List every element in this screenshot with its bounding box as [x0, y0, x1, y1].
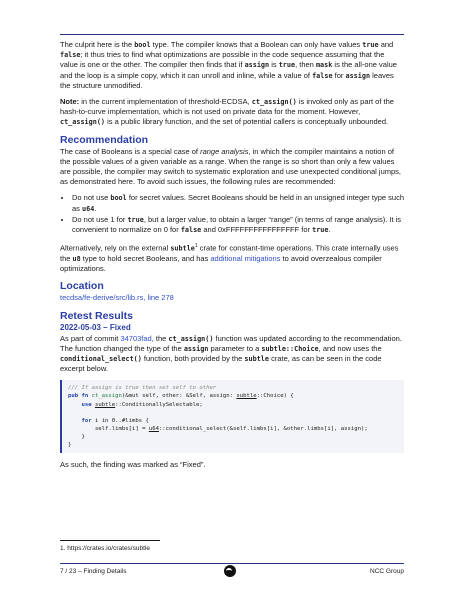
- inline-code: true: [312, 226, 329, 235]
- inline-code: false: [60, 51, 81, 60]
- emphasis: range analysis: [200, 146, 249, 156]
- list-item: [72, 193, 404, 213]
- paragraph-retest: [60, 334, 404, 375]
- text: type. The compiler knows that a Boolean can only have values: [150, 40, 363, 49]
- text: The case of Booleans is a special case of: [60, 146, 201, 156]
- text: crate, as can be seen in the code excerpt below.: [60, 353, 382, 374]
- inline-code: ct_assign(): [60, 118, 106, 127]
- code-text: subtle: [94, 401, 116, 408]
- inline-code: ct_assign(): [168, 334, 214, 343]
- mitigations-link[interactable]: additional mitigations: [210, 253, 281, 263]
- footnote-rule: [60, 540, 160, 541]
- text: , the: [151, 333, 169, 343]
- text: parameter to a: [208, 343, 262, 353]
- code-text: self.limbs[i] =: [68, 425, 149, 432]
- text: crate for constant-time operations. This crate internally uses the: [60, 243, 399, 263]
- text: Do not use: [72, 193, 111, 203]
- inline-code: u64: [82, 204, 95, 213]
- location-heading: Location: [60, 280, 104, 293]
- recommendation-heading: Recommendation: [60, 133, 149, 146]
- inline-code: conditional_select(): [60, 354, 142, 363]
- bottom-rule: [60, 563, 404, 564]
- ncc-logo-icon: [224, 565, 236, 577]
- paragraph-range-analysis: [60, 147, 404, 188]
- code-text: u64: [148, 425, 159, 432]
- inline-code: false: [180, 226, 202, 235]
- paragraph-culprit: [60, 40, 404, 91]
- note-label: Note:: [60, 97, 80, 107]
- inline-code: subtle: [170, 244, 195, 253]
- recommendation-list: [60, 193, 404, 235]
- text: is invoked only as part of the hash-to-curve implementation, which is not used on private data for the moment. However,: [60, 97, 394, 117]
- text: leaves the structure unmodified.: [60, 70, 394, 90]
- inline-code: true: [127, 215, 144, 224]
- footnote-ref[interactable]: 1: [194, 243, 198, 250]
- text: .: [328, 225, 331, 235]
- code-excerpt: [60, 380, 404, 453]
- text: As part of commit: [60, 333, 121, 343]
- text: for: [332, 70, 346, 80]
- text: , then: [295, 60, 316, 70]
- text: .: [94, 203, 97, 213]
- inline-code: ct_assign(): [251, 98, 297, 107]
- code-comment: /// If assign is true then set self to other: [68, 385, 217, 392]
- retest-heading: Retest Results: [60, 309, 133, 322]
- inline-code: subtle: [244, 354, 269, 363]
- inline-code: true: [362, 41, 379, 49]
- text: , in which the compiler maintains a notion of the possible values of a given variable as a range. When the range is so short than only a few values are possible, the compiler may switch to systematic exploration and use unexpected conditional jumps, as demonstrated here. To avoid such issues, the following rules are recommended:: [60, 146, 402, 187]
- code-text: }: [68, 433, 85, 440]
- text: and: [378, 40, 394, 49]
- text: for secret values. Secret Booleans should be held in an unsigned integer type such as: [72, 193, 404, 213]
- text: The culprit here is the: [60, 40, 135, 49]
- commit-link[interactable]: 34703fad: [120, 333, 152, 343]
- text: , and now uses the: [318, 343, 382, 353]
- text: , but a larger value, to obtain a larger “range” (in terms of range analysis). It is convenient to normalize on 0 for: [72, 214, 402, 235]
- code-text: ::ConditionallySelectable;: [115, 401, 203, 408]
- code-text: subtle: [236, 393, 257, 400]
- code-keyword: pub fn: [68, 393, 92, 400]
- top-rule: [60, 34, 404, 35]
- code-text: ::Choice) {: [256, 393, 294, 400]
- paragraph-fixed: As such, the finding was marked as “Fixed”.: [60, 460, 206, 470]
- inline-code: assign: [183, 344, 209, 353]
- inline-code: bool: [134, 41, 151, 49]
- text: is a public library function, and the set of potential callers is conceptually unbounded.: [105, 117, 389, 127]
- code-text: }: [68, 442, 72, 449]
- text: in the current implementation of threshold-ECDSA,: [79, 97, 252, 107]
- footer-company: NCC Group: [370, 568, 404, 575]
- footnote[interactable]: 1. https://crates.io/crates/subtle: [60, 545, 150, 552]
- text: Alternatively, rely on the external: [60, 243, 171, 253]
- text: function was updated according to the recommendation. The function changed the type of the: [60, 333, 402, 353]
- document-page: [60, 0, 404, 599]
- text: ; it thus tries to find what optimizations are possible in the code sequence assuming that the value is one or the other. The compiler then finds that if: [60, 50, 385, 70]
- code-text: i in 0..#limbs {: [94, 417, 149, 424]
- text: and 0xFFFFFFFFFFFFFFFF for: [201, 225, 313, 235]
- text: Do not use 1 for: [72, 214, 128, 224]
- inline-code: bool: [110, 194, 127, 203]
- code-keyword: use: [68, 401, 95, 408]
- text: to avoid overzealous compiler optimizations.: [60, 253, 382, 274]
- text: type to hold secret Booleans, and has: [80, 253, 211, 263]
- code-function: ct_assign: [91, 393, 122, 400]
- main-content: [60, 40, 404, 476]
- list-item: [72, 215, 404, 235]
- inline-code: false: [312, 71, 333, 80]
- code-text: ::conditional_select(&self.limbs[i], &other.limbs[i], assign);: [158, 425, 368, 432]
- location-link[interactable]: tecdsa/fe-derive/src/lib.rs, line 278: [60, 293, 174, 303]
- code-text: (&mut self, other: &Self, assign:: [121, 393, 237, 400]
- text: is: [269, 60, 279, 70]
- text: is the all-one value and the loop is a simple copy, which it can unroll and inline, while a value of: [60, 60, 397, 80]
- inline-code: u8: [72, 254, 81, 263]
- footer-page-info: 7 / 23 – Finding Details: [60, 568, 127, 575]
- inline-code: assign: [244, 61, 270, 70]
- inline-code: subtle::Choice: [261, 344, 319, 353]
- inline-code: true: [278, 61, 296, 70]
- code-keyword: for: [68, 417, 95, 424]
- location-paragraph: [60, 293, 404, 303]
- paragraph-subtle: [60, 241, 404, 274]
- retest-subheading: 2022-05-03 – Fixed: [60, 322, 131, 332]
- inline-code: assign: [345, 71, 371, 80]
- text: function, both provided by the: [141, 353, 245, 363]
- inline-code: mask: [315, 61, 333, 70]
- paragraph-note: [60, 97, 404, 128]
